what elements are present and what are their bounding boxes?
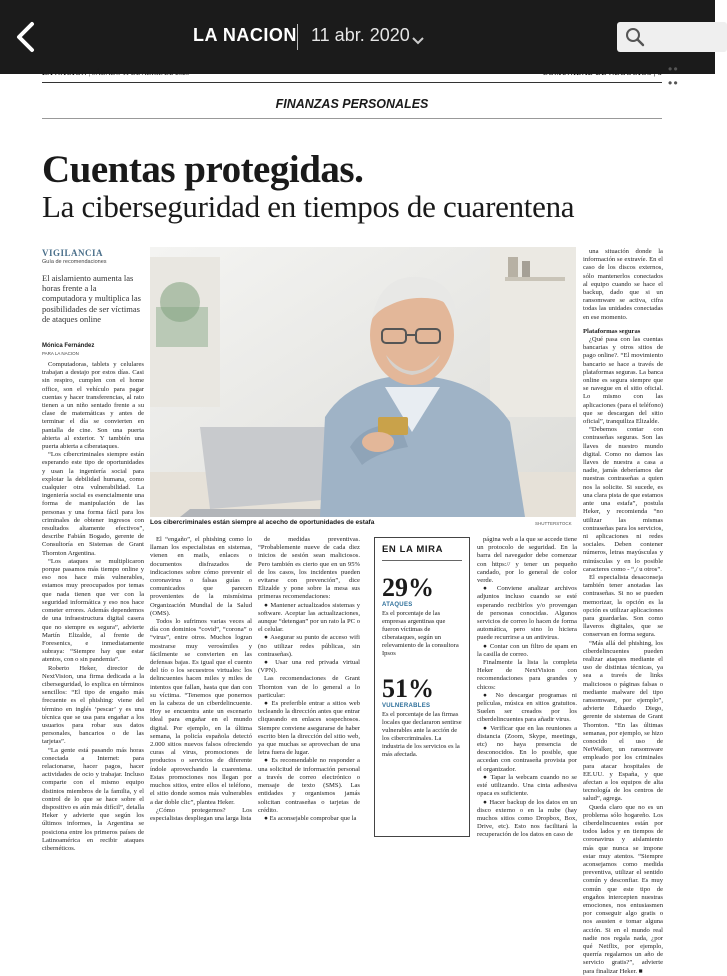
chevron-down-icon[interactable]: [412, 32, 424, 50]
masthead: LA NACION: [42, 68, 87, 77]
paragraph: ● Usar una red privada virtual (VPN).: [258, 659, 360, 675]
stat-value: 29%: [382, 573, 434, 602]
section-title: FINANZAS PERSONALES: [275, 97, 429, 111]
paragraph: Queda claro que no es un problema sólo hogareño. Los ciberdelincuentes están por todos lados y en tiempos de coronavirus y aislamiento más que nunca se impone estar muy atentos. “Siempre aconsejamos como medida preventiva, utilizar el sentido común y desconfiar. Es muy común que este tipo de engaños intercepten nuestras emociones, nos entusiasmen por conseguir algo gratis o nos asusten e tomar alguna acción. Si en el mundo real nadie nos regala nada, ¿por qué Netflix, por ejemplo, querría regalarnos un año de servicio gratis?”, advierte para finalizar Heker. ■: [583, 803, 663, 975]
paragraph: Las recomendaciones de Grant Thornton van de lo general a lo particular:: [258, 675, 360, 699]
headline: Cuentas protegidas.: [42, 148, 364, 191]
kicker: VIGILANCIA: [42, 248, 104, 258]
paragraph: El especialista desaconseja también tener anotadas las contraseñas. Si no se pueden memorizar, la opción es la opción es utilizar aplicaciones para guardarlas. Son como llaveros digitales, que se conservan en forma segura.: [583, 573, 663, 639]
article-column-5: [583, 248, 664, 975]
dateline: | SÁBADO 11 DE ABRIL DE 2020: [88, 69, 190, 77]
subheadline: La ciberseguridad en tiempos de cuarentena: [42, 189, 575, 224]
brand-logo[interactable]: LA NACION: [193, 25, 297, 45]
running-head: [42, 68, 662, 82]
paragraph: Computadoras, tablets y celulares trabajan a destajo por estos días. Casi sin respiro, cumplen con el home office, son el vehículo para pagar cuentas y hacer transferencias, al rato tienen a un niño sentado frente a su clase de matemáticas y antes de terminar el día se convierten en pantalla de cine. Son una puerta abierta al exterior. Y también una puerta abierta a ciberataques.: [42, 361, 144, 451]
article-column-3: [258, 536, 360, 844]
article-column-1: [42, 361, 144, 852]
stat-label: ATAQUES: [382, 602, 413, 608]
stat-description: Es el porcentaje de las firmas locales que declararon sentirse vulnerables ante la acción de los cibercriminales. La industria de los servicios es la más afectada.: [382, 711, 462, 758]
divider: [42, 118, 662, 119]
sidebar-title: EN LA MIRA: [382, 544, 462, 561]
section-page-number: COMUNIDAD DE NEGOCIOS | 5: [542, 68, 662, 77]
paragraph: “Los cibercriminales siempre están esperando este tipo de oportunidades y usan la ingeniería social para explotar la debilidad humana, como cualquier otra vulnerabilidad. La ingeniería social es esencialmente una forma de manipulación de las personas y una forma fácil para los criminales de obtener ingresos con resultados altamente efectivos”, describe Fabián Bogado, gerente de Consultoría en Sistemas de Grant Thornton Argentina.: [42, 451, 144, 557]
search-button[interactable]: [617, 22, 727, 52]
paragraph: “Debemos contar con contraseñas seguras. Son las llaves de nuestro mundo digital. Como no damos las llaves de nuestra a casa a nadie, jamás deberíamos dar nuestras contraseñas a quien nos la solicite. Si sucede, es una clara pista de que estamos ante una estafa”, postula Heker, y recomienda “no utilizar las mismas contraseñas para los servicios, ni aplicaciones ni redes sociales. Deben contener números, letras mayúsculas y minúsculas y en lo posible caracteres como - “,/ u otros”.: [583, 426, 664, 573]
author-outlet: PARA LA NACION: [42, 351, 79, 356]
photo-credit: SHUTTERSTOCK: [535, 521, 572, 526]
stats-sidebar: [374, 537, 470, 837]
paragraph: “La gente está pasando más horas conectada a Internet: para relacionarse, hacer pagos, hacer actividades de ocio y trabajar. Incluso comparte con el mismo equipo distintos miembros de la familia, y el control de lo que se hace sobre el dispositivo es aún más difícil”, detalla Heker y advierte que según los últimos informes, la Argentina se posiciona entre los primeros países de Latinoamérica en recibir ataques cibernéticos.: [42, 746, 144, 852]
stat-value: 51%: [382, 674, 434, 703]
subheading: Plataformas seguras: [583, 327, 641, 335]
paragraph: ● Es recomendable no responder a una solicitud de información personal a través de correo electrónico o mensaje de texto (SMS). Las entidades y organismos jamás solicitan contraseñas o tarjetas de crédito.: [258, 757, 360, 814]
back-arrow-icon[interactable]: [12, 20, 42, 54]
stat-description: Es el porcentaje de las empresas argentinas que fueron víctimas de ciberataques, según un relevamiento de la consultora Ipsos: [382, 610, 459, 657]
kicker-subtitle: Guía de recomendaciones: [42, 259, 107, 265]
edition-date[interactable]: 11 abr. 2020: [311, 25, 410, 45]
app-bar: [0, 0, 715, 74]
paragraph: ● No descargar programas ni películas, música en sitios gratuitos. Suelen ser creados por los ciberdelincuentes para añadir virus.: [477, 691, 577, 724]
paragraph: Roberto Heker, director de NextVision, una firma dedicada a la ciberseguridad, lo explica en términos sencillos: “El tipo de engaño más frecuente es el phishing: viene del término en inglés ‘pescar’ y es una técnica que se usa para engañar a los usuarios para robar sus datos personales, bancarios o de las tarjetas”.: [42, 664, 144, 746]
article-column-4: [477, 536, 577, 844]
search-icon: [625, 27, 645, 47]
paragraph: ● Hacer backup de los datos en un disco externo o en la nube (hay muchos sitios como Dropbox, Box, Drive, etc). Esto nos facilitará la recuperación de los datos en caso de: [477, 798, 577, 839]
paragraph: página web a la que se accede tiene un protocolo de seguridad. En la barra del navegador debe comenzar con https:// y tener un pequeño candado, por lo general de color verde.: [477, 536, 577, 585]
paragraph: ¿Cómo protegernos? Los especialistas despliegan una larga lista: [150, 806, 252, 822]
lede: El aislamiento aumenta las horas frente a la computadora y multiplica las posibilidades de ser víctimas de ataques online: [42, 273, 141, 324]
paragraph: ¿Qué pasa con las cuentas bancarias y otros sitios de pago online?. “El movimiento bancario se hace a través de plataformas seguras. La banca online es segura siempre que se navegue en el sitio oficial. Lo mismo con las aplicaciones (para el teléfono) que se descargan del sitio oficial”, tranquiliza Elizalde.: [583, 336, 663, 426]
paragraph: una situación donde la información se extravíe. En el caso de los discos externos, sólo mantenerlos conectados al equipo cuando se hace el backup, dado que si un ransomware se activa, cifra todas las unidades conectadas en ese momento.: [583, 248, 663, 321]
paragraph: Finalmente la lista la completa Heker de NextVision con recomendaciones para grandes y chicos:: [477, 659, 577, 691]
paragraph: ● Tapar la webcam cuando no se esté utilizando. Una cinta adhesiva opaca es suficiente.: [477, 773, 577, 798]
paragraph: ● Contar con un filtro de spam en la casilla de correo.: [477, 642, 577, 658]
paragraph: ● Asegurar su punto de acceso wifi (no utilizar redes públicas, sin contraseñas).: [258, 634, 360, 658]
paragraph: ● Conviene analizar archivos adjuntos incluso cuando se esté esperando recibirlos y/o provengan de personas conocidas. Algunos servicios de correo lo hacen de forma automática, pero sino lo hiciera puede recurrirse a un antivirus.: [477, 585, 577, 642]
paragraph: Todos lo sufrimos varias veces al día con dominios “covid”, “corona” o “virus”, entre otros. Muchos logran mostrarse muy verosímiles y fácilmente se convierten en las defensas bajas. Es igual que el cuento del tío o los secuestros virtuales: los delincuentes hacen miles y miles de intentos que fallan, hasta que dan con su víctima. “Tenemos que ponernos en la cabeza de un ciberdelincuente. Hoy se encuentra ante un escenario ideal para engañar en el mundo digital. Por ejemplo, en la última semana, la policía española detectó 2.000 sitios nuevos falsos ofreciendo curas al virus, promociones de productos o servicios de diferente índole aprovechando la cuarentena. Estas promociones nos llegan por muchos sitios, entre ellos el teléfono, el sitio donde somos más vulnerables a dar doble clic”, plantea Heker.: [150, 618, 252, 806]
paragraph: ● Es preferible entrar a sitios web tecleando la dirección antes que entrar cliqueando en enlaces sospechosos. Siempre conviene asegurarse de haber escrito bien la dirección del sitio web, ya que muchas se aprovechan de una letra fuera de lugar.: [258, 700, 360, 757]
paragraph: “Más allá del phishing, los ciberdelincuentes pueden realizar ataques mediante el uso de distintas técnicas, ya sea a través de links maliciosos o páginas falsas o mediante malware del tipo ransomware, por ejemplo”, advierte Eduardo Diego, gerente de sistemas de Grant Thornton. “En las últimas semanas, por ejemplo, se hizo conocido el uso de NetWalker, un ransomware empleado por los criminales para atacar hospitales de EE.UU. y España, y que afectan a los equipos de alta tecnología de los centros de salud”, agrega.: [583, 639, 663, 803]
divider: [297, 24, 298, 50]
paragraph: de medidas preventivas. “Probablemente nueve de cada diez inicios de sesión sean maliciosos. Pero también es cierto que en un 95% de los casos, los incidentes pueden evitarse con prevención”, dice Elizalde y pone sobre la mesa sus primeras recomendaciones:: [258, 536, 360, 601]
article-photo: [150, 247, 576, 517]
divider: [42, 82, 662, 83]
more-options-icon[interactable]: • • • •: [668, 62, 677, 90]
paragraph: ● Mantener actualizados sistemas y software. Aceptar las actualizaciones, aunque “detengan” por un rato la PC o el celular.: [258, 601, 360, 634]
author-name: Mónica Fernández: [42, 343, 95, 349]
photo-caption: Los cibercriminales están siempre al acecho de oportunidades de estafa: [150, 519, 375, 526]
paragraph: “Los ataques se multiplicaron porque pasamos más tiempo online y eso nos hace más vulnerables, estamos muy preocupados por temas que nada tienen que ver con la seguridad informática y eso nos hace cometer errores. Además dependemos de una infraestructura digital casera que no siempre es segura”, advierte Martín Elizalde, al frente de Foresenics, e inmediatamente subraya: “Siempre hay que estar atentos, con o sin pandemia”.: [42, 557, 144, 664]
paragraph: El “engaño”, el phishing como lo llaman los especialistas en sistemas, vienen en mails, enlaces o documentos disfrazados de indicaciones sobre cómo prevenir el coronavirus o falsas guías o comunicados que parecen provenientes de la mismísima Organización Mundial de la Salud (OMS).: [150, 536, 252, 617]
paragraph: ● Es aconsejable comprobar que la: [264, 814, 357, 822]
paragraph: ● Verificar que en las reuniones a distancia (Zoom, Skype, meetings, etc) no haya presencia de desconocidos. En lo posible, que accedan con contraseña provista por el organizador.: [477, 724, 577, 773]
stat-label: VULNERABLES: [382, 703, 431, 709]
article-column-2: [150, 536, 252, 844]
